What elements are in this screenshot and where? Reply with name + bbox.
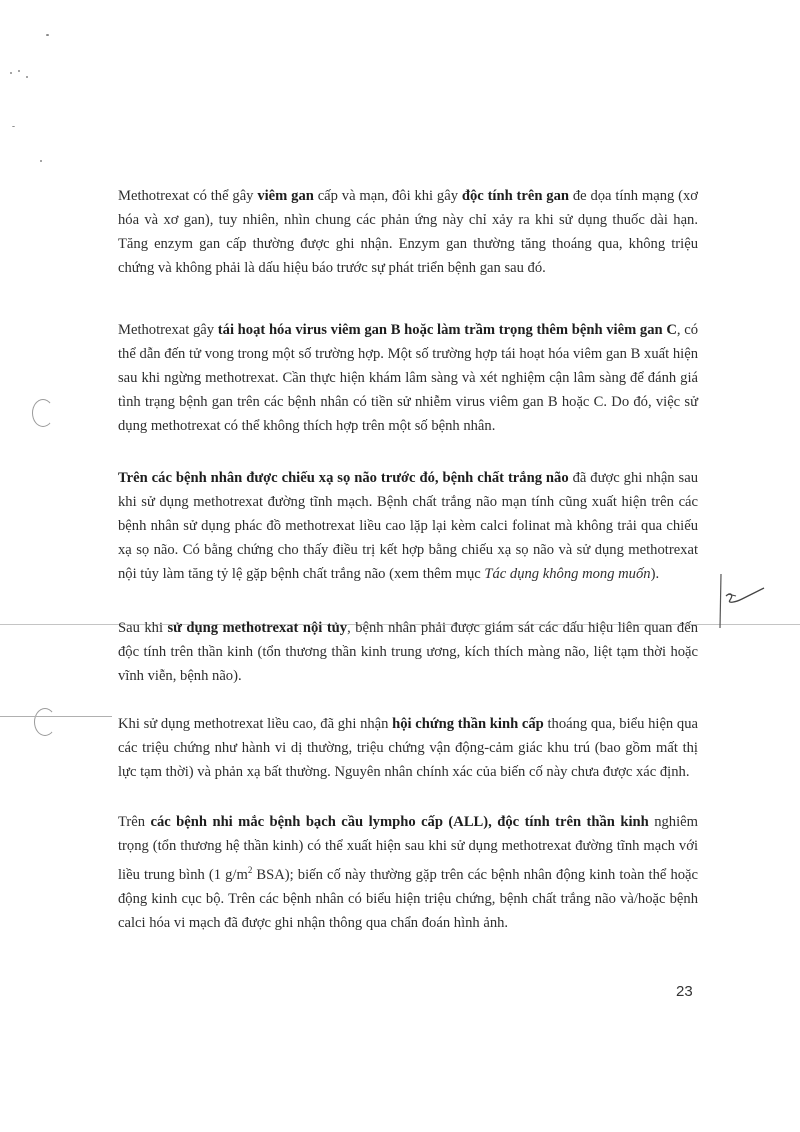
paragraph-liver-toxicity (118, 184, 698, 280)
bold-term: tái hoạt hóa virus viêm gan B hoặc làm trầm trọng thêm bệnh viêm gan C (217, 322, 677, 338)
text-run: nghiêm trọng (tổn thương hệ thần kinh) có thể xuất hiện sau khi sử dụng methotrexat đường tĩnh mạch với liều trung bình (1 g/m (118, 814, 698, 883)
scan-speck (12, 126, 15, 127)
text-run: , có thể dẫn đến tử vong trong một số trường hợp. Một số trường hợp tái hoạt hóa viêm gan B xuất hiện sau khi ngừng methotrexat. Cần thực hiện khám lâm sàng và xét nghiệm cận lâm sàng để đánh giá tình trạng bệnh gan trên các bệnh nhân có tiền sử nhiễm virus viêm gan B hoặc C. Do đó, việc sử dụng methotrexat có thể không thích hợp trên một số bệnh nhân. (118, 322, 698, 434)
paragraph-pediatric-all-neurotoxicity (118, 810, 698, 935)
scan-speck (26, 76, 28, 78)
text-run: Sau khi (118, 620, 168, 636)
punch-hole (34, 708, 56, 736)
bold-term: Trên các bệnh nhân được chiếu xạ sọ não trước đó, bệnh chất trắng não (118, 470, 569, 486)
scan-speck (18, 70, 20, 72)
text-run: BSA); biến cố này thường gặp trên các bệnh nhân động kinh toàn thể hoặc động kinh cục bộ. Trên các bệnh nhân có biểu hiện triệu chứng, bệnh chất trắng não và/hoặc bệnh calci hóa vi mạch đã được ghi nhận thông qua chẩn đoán hình ảnh. (118, 866, 698, 931)
italic-reference: Tác dụng không mong muốn (484, 566, 651, 582)
text-run: ). (650, 566, 660, 582)
scan-speck (10, 72, 12, 74)
text-run: Trên (118, 814, 151, 830)
text-run: thoáng qua, biểu hiện qua các triệu chứng như hành vi dị thường, triệu chứng vận động-cảm giác khu trú (bao gồm mất thị lực tạm thời) và phản xạ bất thường. Nguyên nhân chính xác của biến cố này chưa được xác định. (118, 716, 698, 780)
punch-hole (32, 399, 54, 427)
paragraph-intrathecal-monitoring (118, 616, 698, 688)
text-run: đã được ghi nhận sau khi sử dụng methotrexat đường tĩnh mạch. Bệnh chất trắng não mạn tính cũng xuất hiện trên các bệnh nhân sử dụng phác đồ methotrexat liều cao lặp lại kèm calci folinat mà không trải qua chiếu xạ sọ não. Có bằng chứng cho thấy điều trị kết hợp bằng chiếu xạ sọ não và sử dụng methotrexat nội tủy làm tăng tỷ lệ gặp bệnh chất trắng não (xem thêm mục (118, 470, 698, 582)
bold-term: hội chứng thần kinh cấp (392, 716, 544, 732)
bold-term: viêm gan (257, 188, 314, 204)
text-run: Methotrexat gây (118, 322, 218, 338)
scan-speck (40, 160, 42, 162)
handwritten-initial-mark (712, 572, 768, 632)
superscript: 2 (247, 865, 253, 875)
paragraph-hepatitis-reactivation (118, 318, 698, 438)
paragraph-acute-neuro-syndrome (118, 712, 698, 784)
scan-speck (46, 34, 49, 36)
text-run: Methotrexat có thể gây (118, 188, 258, 204)
text-run: cấp và mạn, đôi khi gây (313, 188, 462, 204)
bold-term: các bệnh nhi mắc bệnh bạch cầu lympho cấp (ALL), độc tính trên thần kinh (150, 814, 649, 830)
text-run: Khi sử dụng methotrexat liều cao, đã ghi nhận (118, 716, 393, 732)
text-run: đe dọa tính mạng (xơ hóa và xơ gan), tuy nhiên, nhìn chung các phản ứng này chỉ xảy ra khi sử dụng thuốc dài hạn. Tăng enzym gan cấp thường được ghi nhận. Enzym gan thường tăng thoáng qua, không triệu chứng và không phải là dấu hiệu báo trước sự phát triển bệnh gan sau đó. (118, 188, 699, 276)
paragraph-leukoencephalopathy (118, 466, 698, 586)
fold-line (0, 716, 112, 717)
page-number: 23 (676, 983, 693, 1000)
bold-term: sử dụng methotrexat nội tủy (167, 620, 348, 636)
text-run: , bệnh nhân phải được giám sát các dấu hiệu liên quan đến độc tính trên thần kinh (tổn thương thần kinh trung ương, kích thích màng não, liệt tạm thời hoặc vĩnh viễn, bệnh não). (118, 620, 698, 684)
bold-term: độc tính trên gan (461, 188, 570, 204)
